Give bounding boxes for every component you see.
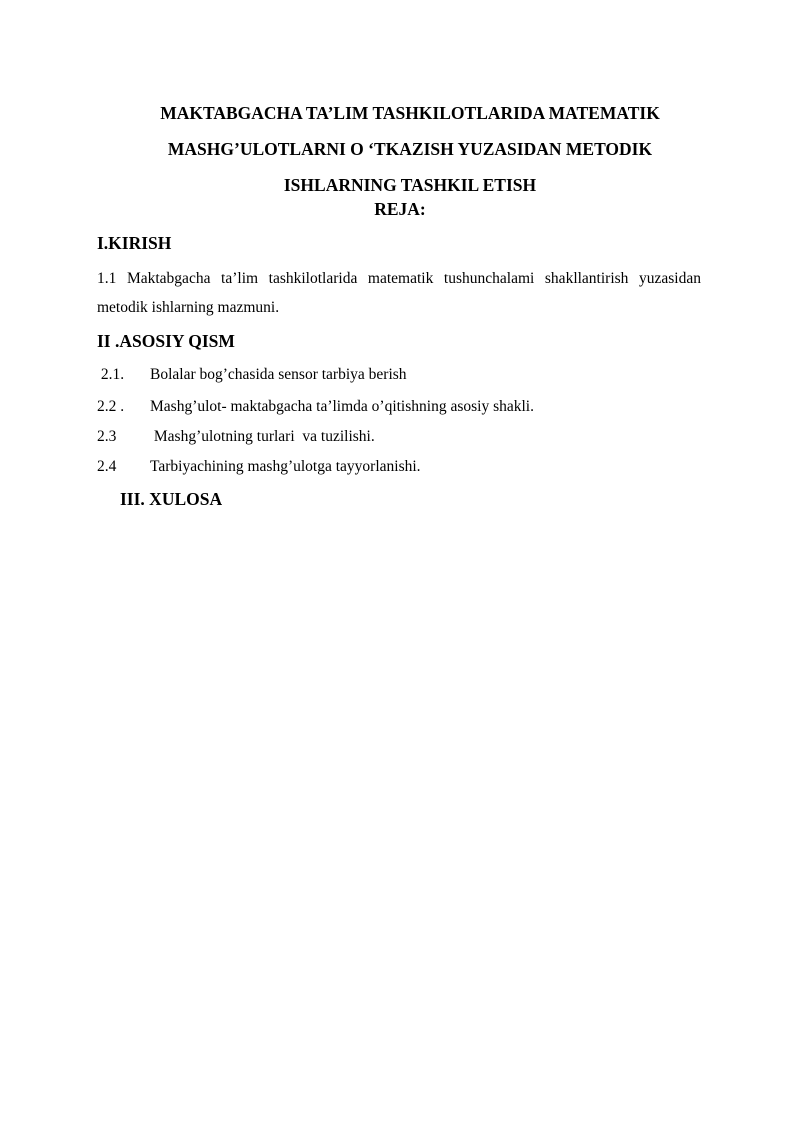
plan-heading: REJA: bbox=[374, 199, 426, 219]
intro-heading: I.KIRISH bbox=[97, 233, 172, 253]
list-item-number: 2.4 bbox=[97, 458, 117, 475]
list-item-text: Bolalar bog’chasida sensor tarbiya berish bbox=[150, 366, 407, 383]
title-line-2: MASHG’ULOTLARNI O ‘TKAZISH YUZASIDAN METODIK bbox=[167, 139, 653, 159]
intro-item: 1.1 Maktabgacha ta’lim tashkilotlarida matematik tushunchalami shakllantirish yuzasidan metodik ishlarning mazmuni. bbox=[97, 270, 701, 316]
list-item-text: Mashg’ulotning turlari va tuzilishi. bbox=[150, 428, 375, 445]
list-item-number: 2.3 bbox=[97, 428, 117, 445]
title-line-3: ISHLARNING TASHKIL ETISH bbox=[283, 175, 537, 195]
title-line-1: MAKTABGACHA TA’LIM TASHKILOTLARIDA MATEMATIK bbox=[160, 103, 660, 123]
list-item bbox=[97, 457, 697, 477]
list-item-number: 2.2 . bbox=[97, 398, 125, 415]
conclusion-heading: III. XULOSA bbox=[120, 489, 223, 509]
document-title bbox=[100, 95, 720, 203]
list-item bbox=[97, 365, 697, 385]
list-item-text: Tarbiyachining mashg’ulotga tayyorlanishi. bbox=[150, 458, 421, 475]
list-item bbox=[97, 397, 697, 417]
list-item-number: 2.1. bbox=[97, 366, 125, 383]
main-heading: II .ASOSIY QISM bbox=[97, 331, 235, 351]
list-item-text: Mashg’ulot- maktabgacha ta’limda o’qitishning asosiy shakli. bbox=[150, 398, 534, 415]
list-item bbox=[97, 427, 697, 447]
